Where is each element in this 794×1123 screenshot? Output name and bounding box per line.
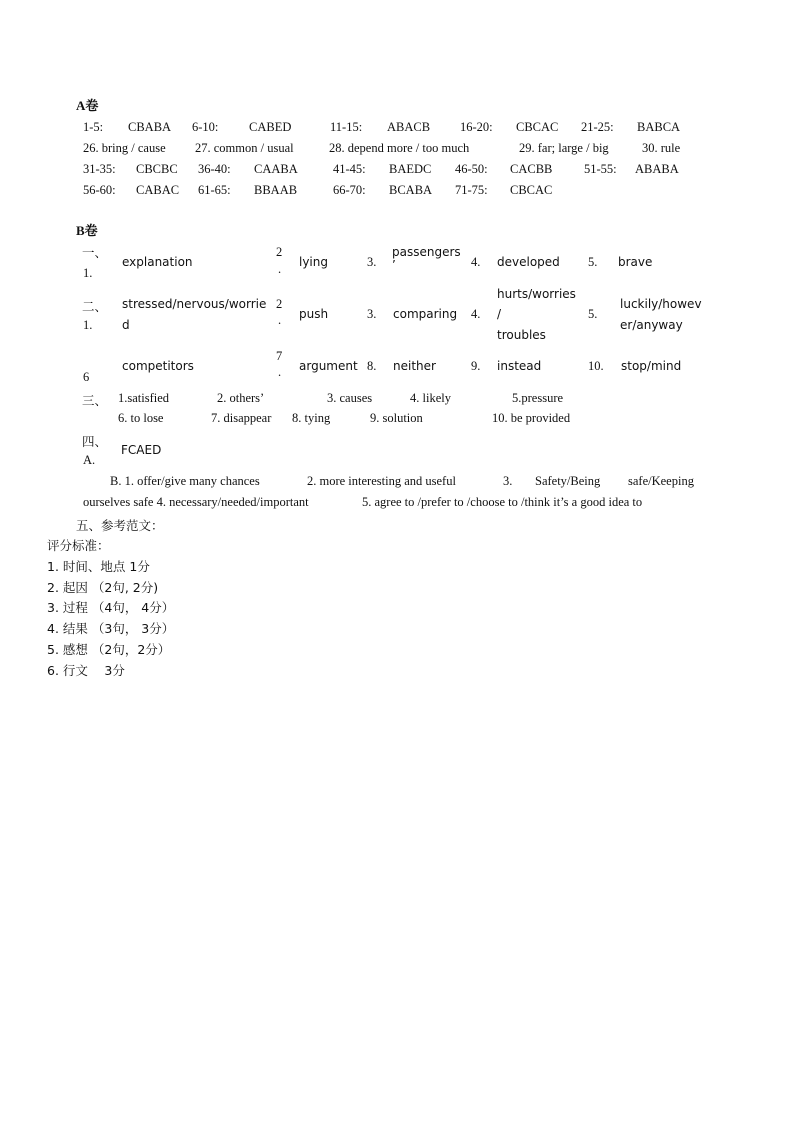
answer-group: ABACB [387, 120, 431, 134]
answer: comparing [393, 307, 458, 321]
item-number: 1. [83, 266, 93, 280]
answer: 5. agree to /prefer to /choose to /think it’s a good idea to [362, 495, 643, 509]
answer: explanation [122, 255, 193, 269]
range-label: 56-60: [83, 183, 116, 197]
grading-item: 6. 行文 3分 [47, 663, 125, 678]
answer: 7. disappear [211, 411, 272, 425]
item-number: 4. [471, 255, 481, 269]
answer-group: BCABA [389, 183, 433, 197]
range-label: 61-65: [198, 183, 231, 197]
item-number: 4. [471, 307, 481, 321]
answer: FCAED [121, 443, 162, 457]
answer: push [299, 307, 329, 321]
section-b-heading: B卷 [76, 223, 98, 238]
range-label: 46-50: [455, 162, 488, 176]
answer-group: CBCAC [510, 183, 553, 197]
answer: passengers [392, 245, 461, 259]
grading-title: 评分标准： [47, 538, 110, 553]
answer: 4. likely [410, 391, 451, 405]
answer-group: BAEDC [389, 162, 432, 176]
answer: 9. solution [370, 411, 423, 425]
part-number: 四、 [82, 434, 108, 449]
item-number: 5. [588, 307, 598, 321]
answer: 2. others’ [217, 391, 265, 405]
answer: stop/mind [621, 359, 682, 373]
answer: argument [299, 359, 358, 373]
grading-item: 5. 感想 （2句，2分） [47, 642, 171, 657]
item-number: 8. [367, 359, 377, 373]
answer: 5.pressure [512, 391, 564, 405]
item-number: 7 [276, 349, 283, 363]
part-number: 一、 [82, 245, 108, 260]
grading-item: 4. 结果 （3句， 3分） [47, 621, 175, 636]
answer: 1.satisfied [118, 391, 170, 405]
answer: 2. more interesting and useful [307, 474, 456, 488]
answer-group: CABAC [136, 183, 180, 197]
answer-group: ABABA [635, 162, 679, 176]
answer: lying [299, 255, 328, 269]
item-number: 3. [367, 307, 377, 321]
range-label: 36-40: [198, 162, 231, 176]
range-label: 31-35: [83, 162, 116, 176]
answer-group: CBABA [128, 120, 172, 134]
answer: developed [497, 255, 560, 269]
item-number-dot: . [278, 262, 282, 276]
answer: instead [497, 359, 542, 373]
item-number: 2 [276, 297, 283, 311]
fill-answer: 28. depend more / too much [329, 141, 470, 155]
answer-group: BABCA [637, 120, 681, 134]
part-number: 三、 [82, 393, 108, 408]
answer-group: BBAAB [254, 183, 298, 197]
answer: luckily/howev [620, 297, 702, 311]
range-label: 21-25: [581, 120, 614, 134]
item-number: 2 [276, 245, 283, 259]
range-label: 71-75: [455, 183, 488, 197]
item-number: 9. [471, 359, 481, 373]
range-label: 66-70: [333, 183, 366, 197]
answer: 3. [503, 474, 513, 488]
section-a-heading: A卷 [76, 98, 99, 113]
answer: competitors [122, 359, 194, 373]
answer: Safety/Being [535, 474, 601, 488]
fill-answer: 29. far; large / big [519, 141, 609, 155]
answer-cont: / [497, 307, 502, 321]
item-number: A. [83, 453, 96, 467]
grading-item: 3. 过程 （4句， 4分） [47, 600, 175, 615]
answer-cont: er/anyway [620, 318, 683, 332]
answer: neither [393, 359, 436, 373]
answer: ourselves safe 4. necessary/needed/important [83, 495, 309, 509]
range-label: 51-55: [584, 162, 617, 176]
fill-answer: 30. rule [642, 141, 681, 155]
item-number: 5. [588, 255, 598, 269]
item-number: 3. [367, 255, 377, 269]
answer: safe/Keeping [628, 474, 694, 488]
fill-answer: 27. common / usual [195, 141, 294, 155]
answer: 8. tying [292, 411, 331, 425]
range-label: 41-45: [333, 162, 366, 176]
answer-apostrophe: ’ [392, 258, 396, 272]
answer-cont: d [122, 318, 130, 332]
range-label: 1-5: [83, 120, 104, 134]
fill-answer: 26. bring / cause [83, 141, 166, 155]
answer: B. 1. offer/give many chances [110, 474, 260, 488]
item-number: 6 [83, 370, 90, 384]
item-number-dot: . [278, 313, 282, 327]
answer: stressed/nervous/worrie [122, 297, 267, 311]
answer: hurts/worries [497, 287, 576, 301]
grading-item: 2. 起因 （2句, 2分) [47, 580, 159, 595]
answer: 10. be provided [492, 411, 571, 425]
answer: 6. to lose [118, 411, 164, 425]
answer-group: CAABA [254, 162, 298, 176]
answer-cont: troubles [497, 328, 546, 342]
range-label: 11-15: [330, 120, 363, 134]
item-number-dot: . [278, 365, 282, 379]
grading-item: 1. 时间、地点 1分 [47, 559, 150, 574]
item-number: 10. [588, 359, 604, 373]
part-number: 二、 [82, 299, 108, 314]
answer: 3. causes [327, 391, 373, 405]
answer-group: CACBB [510, 162, 553, 176]
item-number: 1. [83, 318, 93, 332]
answer: brave [618, 255, 653, 269]
range-label: 16-20: [460, 120, 493, 134]
answer-group: CBCAC [516, 120, 559, 134]
range-label: 6-10: [192, 120, 219, 134]
answer-group: CBCBC [136, 162, 178, 176]
answer-group: CABED [249, 120, 292, 134]
part-5-heading: 五、参考范文： [76, 518, 164, 533]
